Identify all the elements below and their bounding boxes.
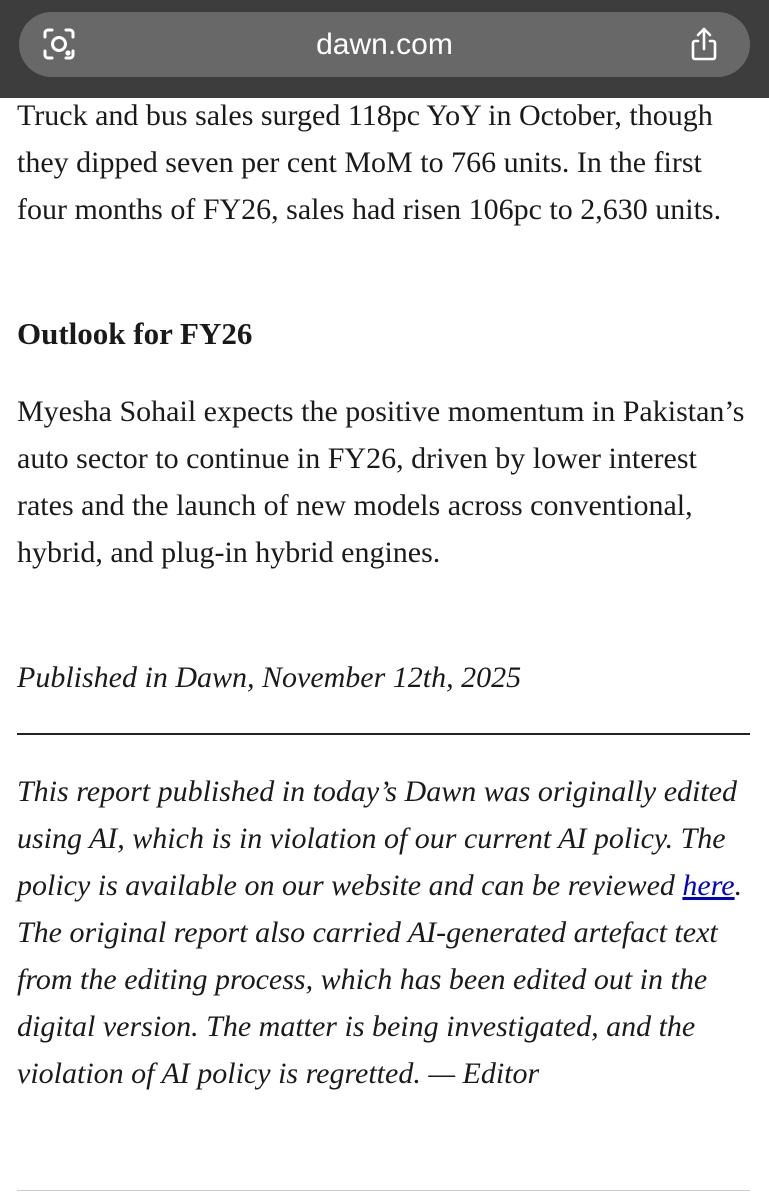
published-line: Published in Dawn, November 12th, 2025	[17, 661, 522, 694]
editor-note-text: This report published in today’s Dawn was originally edited using AI, which is in violation of our current AI policy. The policy is available on our website and can be reviewed	[17, 775, 738, 902]
browser-toolbar	[0, 0, 769, 98]
url-text[interactable]: dawn.com	[316, 27, 453, 61]
editor-note	[17, 768, 757, 1097]
article-paragraph: Truck and bus sales surged 118pc YoY in October, though they dipped seven per cent MoM to 766 units. In the first four months of FY26, sales had risen 106pc to 2,630 units.	[17, 99, 722, 226]
article-paragraph: Myesha Sohail expects the positive momentum in Pakistan’s auto sector to continue in FY26, driven by lower interest rates and the launch of new models across conventional, hybrid, and plug-in hybrid engines.	[17, 395, 745, 569]
section-divider	[17, 733, 750, 735]
editor-note-text: . The original report also carried AI-generated artefact text from the editing process, which has been edited out in the digital version. The matter is being investigated, and the violation of AI policy is regretted. — Editor	[17, 869, 743, 1090]
section-heading: Outlook for FY26	[17, 316, 253, 351]
share-icon[interactable]	[686, 26, 722, 62]
policy-link[interactable]: here	[682, 869, 735, 902]
address-bar[interactable]	[19, 12, 750, 77]
bottom-divider	[17, 1190, 750, 1191]
